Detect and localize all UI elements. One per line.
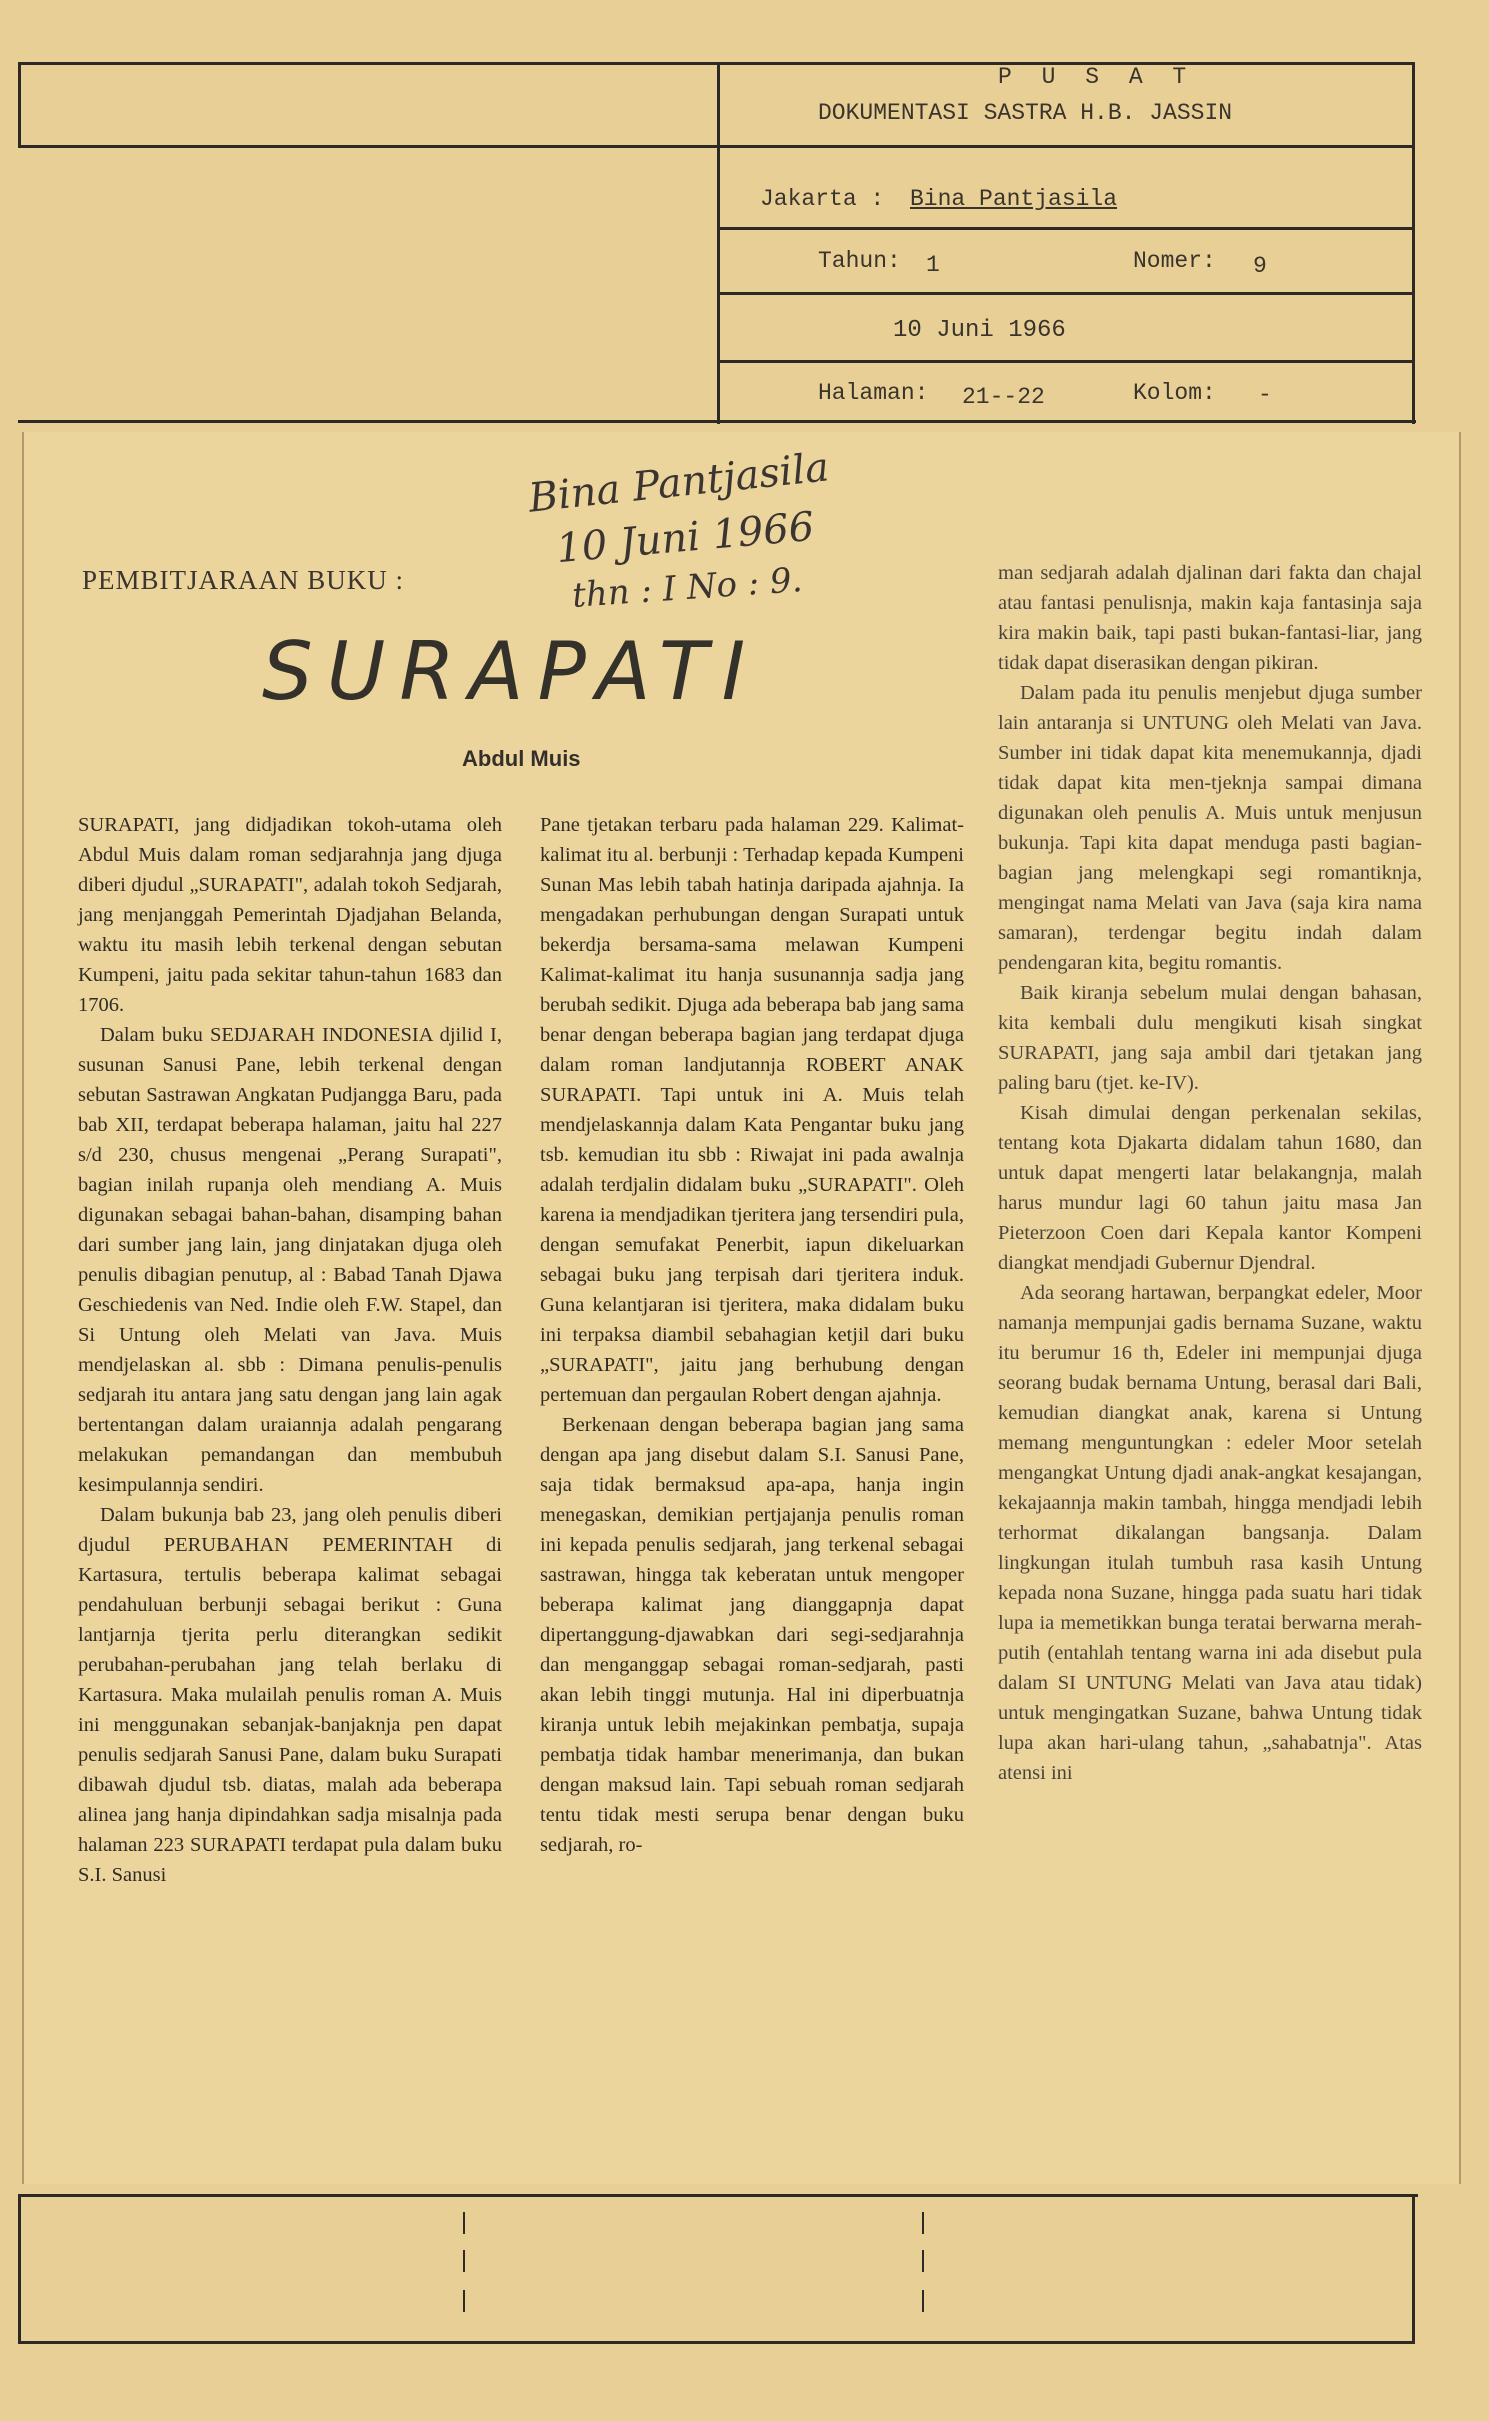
number-label: Nomer: [1133,248,1216,274]
paragraph: Kisah dimulai dengan perkenalan sekilas, tentang kota Djakarta didalam tahun 1680, dan untuk dapat mengerti latar belakangnja, malah harus mundur lagi 60 tahun jaitu masa Jan Pieterzoon Coen dari Kepala kantor Kompeni diangkat mendjadi Gubernur Djendral. [998,1102,1422,1274]
paragraph: Dalam pada itu penulis menjebut djuga sumber lain antaranja si UNTUNG oleh Melati van Java. Sumber ini tidak dapat kita menemukannja, djadi tidak dapat kita men-tjeknja sampai dimana digunakan oleh penulis A. Muis untuk menjusun bukunja. Tapi kita dapat menduga pasti bagian-bagian jang melengkapi segi romantiknja, mengingat nama Melati van Java (saja kira nama samaran), terdengar begitu indah dalam pendengaran kita, begitu romantis. [998,682,1422,974]
article-author: Abdul Muis [462,746,581,771]
city-label: Jakarta : [760,186,885,212]
article-title: SURAPATI [262,625,760,718]
article-column-3 [998,558,1422,1788]
year-value: 1 [926,252,940,278]
year-label: Tahun: [818,248,901,274]
article-column-2 [540,810,964,1860]
number-value: 9 [1253,253,1267,279]
pusat-label: P U S A T [998,64,1195,90]
issue-date: 10 Juni 1966 [893,317,1066,344]
paragraph: Ada seorang hartawan, berpangkat edeler, Moor namanja mempunjai gadis bernama Suzane, waktu itu berumur 16 th, Edeler ini mempunjai djuga seorang budak bernama Untung, berasal dari Bali, kemudian diangkat anak, karena si Untung memang menguntungkan : edeler Moor setelah mengangkat Untung djadi anak-angkat kesajangan, kekajaannja makin tambah, hingga mendjadi lebih terhormat dikalangan bangsanja. Dalam lingkungan itulah tumbuh rasa kasih Untung kepada nona Suzane, hingga pada suatu hari tidak lupa ia memetikkan bunga teratai berwarna merah-putih (entahlah tentang warna ini ada disebut pula dalam SI UNTUNG Melati van Java atau tidak) untuk mengingatkan Suzane, bahwa Untung tidak lupa akan hari-ulang tahun, „sahabatnja". Atas atensi ini [998,1282,1422,1784]
handwritten-date: 10 Juni 1966 [554,503,816,573]
paragraph: Dalam bukunja bab 23, jang oleh penulis diberi djudul PERUBAHAN PEMERINTAH di Kartasura, tertulis beberapa kalimat sebagai pendahuluan berbunji sebagai berikut : Guna lantjarnja tjerita perlu diterangkan sedikit perubahan-perubahan jang telah berlaku di Kartasura. Maka mulailah penulis roman A. Muis ini menggunakan sebanjak-banjaknja pen dapat penulis sedjarah Sanusi Pane, dalam buku Surapati dibawah djudul tsb. diatas, malah ada beberapa alinea jang hanja dipindahkan sadja misalnja pada halaman 223 SURAPATI terdapat pula dalam buku S.I. Sanusi [78,1504,502,1886]
paragraph: Berkenaan dengan beberapa bagian jang sama dengan apa jang disebut dalam S.I. Sanusi Pane, saja tidak bermaksud apa-apa, hanja ingin menegaskan, demikian pertjajanja penulis roman ini kepada penulis sedjarah, jang terkenal sebagai sastrawan, hingga tak keberatan untuk mengoper beberapa kalimat jang dianggapnja dapat dipertanggung-djawabkan dari segi-sedjarahnja dan menganggap sebagai roman-sedjarah, pasti akan lebih tinggi mutunja. Hal ini diperbuatnja kiranja untuk lebih mejakinkan pembatja, supaja pembatja tidak hambar menerimanja, dan bukan dengan maksud lain. Tapi sebuah roman sedjarah tentu tidak mesti serupa benar dengan buku sedjarah, ro- [540,1414,964,1856]
column-label: Kolom: [1133,380,1216,406]
paragraph: man sedjarah adalah djalinan dari fakta dan chajal atau fantasi penulisnja, makin kaja fantasinja saja kira makin baik, tapi pasti bukan-fantasi-liar, jang tidak dapat diserasikan dengan pikiran. [998,562,1422,674]
pages-label: Halaman: [818,380,929,406]
handwritten-publication: Bina Pantjasila [526,444,832,522]
publication-name: Bina Pantjasila [910,186,1118,212]
handwritten-issue: thn : I No : 9. [570,560,804,616]
article-column-1 [78,810,502,1890]
paragraph: Pane tjetakan terbaru pada halaman 229. Kalimat-kalimat itu al. berbunji : Terhadap kepada Kumpeni Sunan Mas lebih tabah hatinja daripada ajahnja. Ia mengadakan perhubungan dengan Surapati untuk bekerdja bersama-sama melawan Kumpeni Kalimat-kalimat itu hanja susunannja sadja jang berubah sedikit. Djuga ada beberapa bab jang sama benar dengan beberapa bagian jang terdapat djuga dalam roman landjutannja ROBERT ANAK SURAPATI. Tapi untuk ini A. Muis telah mendjelaskannja dalam Kata Pengantar buku jang tsb. kemudian itu sbb : Riwajat ini pada awalnja adalah terdjalin didalam buku „SURAPATI". Oleh karena ia mendjadikan tjeritera jang tersendiri pula, dengan semufakat Penerbit, iapun dikeluarkan sebagai buku jang terpisah dari tjeritera induk. Guna kelantjaran isi tjeritera, maka didalam buku ini terpaksa diambil sebahagian ketjil dari buku „SURAPATI", jaitu jang berhubung dengan pertemuan dan pergaulan Robert dengan ajahnja. [540,814,964,1406]
pages-value: 21--22 [962,384,1045,410]
column-value: - [1258,382,1272,408]
paragraph: Baik kiranja sebelum mulai dengan bahasan, kita kembali dulu mengikuti kisah singkat SURAPATI, jang saja ambil dari tjetakan jang paling baru (tjet. ke-IV). [998,982,1422,1094]
section-label: PEMBITJARAAN BUKU : [82,565,405,595]
paragraph: SURAPATI, jang didjadikan tokoh-utama oleh Abdul Muis dalam roman sedjarahnja jang djuga diberi djudul „SURAPATI", adalah tokoh Sedjarah, jang menjanggah Pemerintah Djadjahan Belanda, waktu itu masih lebih terkenal dengan sebutan Kumpeni, jaitu pada sekitar tahun-tahun 1683 dan 1706. [78,814,502,1016]
archive-name: DOKUMENTASI SASTRA H.B. JASSIN [818,100,1233,126]
paragraph: Dalam buku SEDJARAH INDONESIA djilid I, susunan Sanusi Pane, lebih terkenal dengan sebutan Sastrawan Angkatan Pudjangga Baru, pada bab XII, terdapat beberapa halaman, jaitu hal 227 s/d 230, chusus mengenai „Perang Surapati", bagian inilah rupanja oleh mendiang A. Muis digunakan sebagai bahan-bahan, disamping bahan dari sumber jang lain, jang dinjatakan djuga oleh penulis dibagian penutup, al : Babad Tanah Djawa Geschiedenis van Ned. Indie oleh F.W. Stapel, dan Si Untung oleh Melati van Java. Muis mendjelaskan al. sbb : Dimana penulis-penulis sedjarah itu antara jang satu dengan jang lain agak bertentangan dalam uraiannja adalah pengarang melakukan pemandangan dan membubuh kesimpulannja sendiri. [78,1024,502,1496]
